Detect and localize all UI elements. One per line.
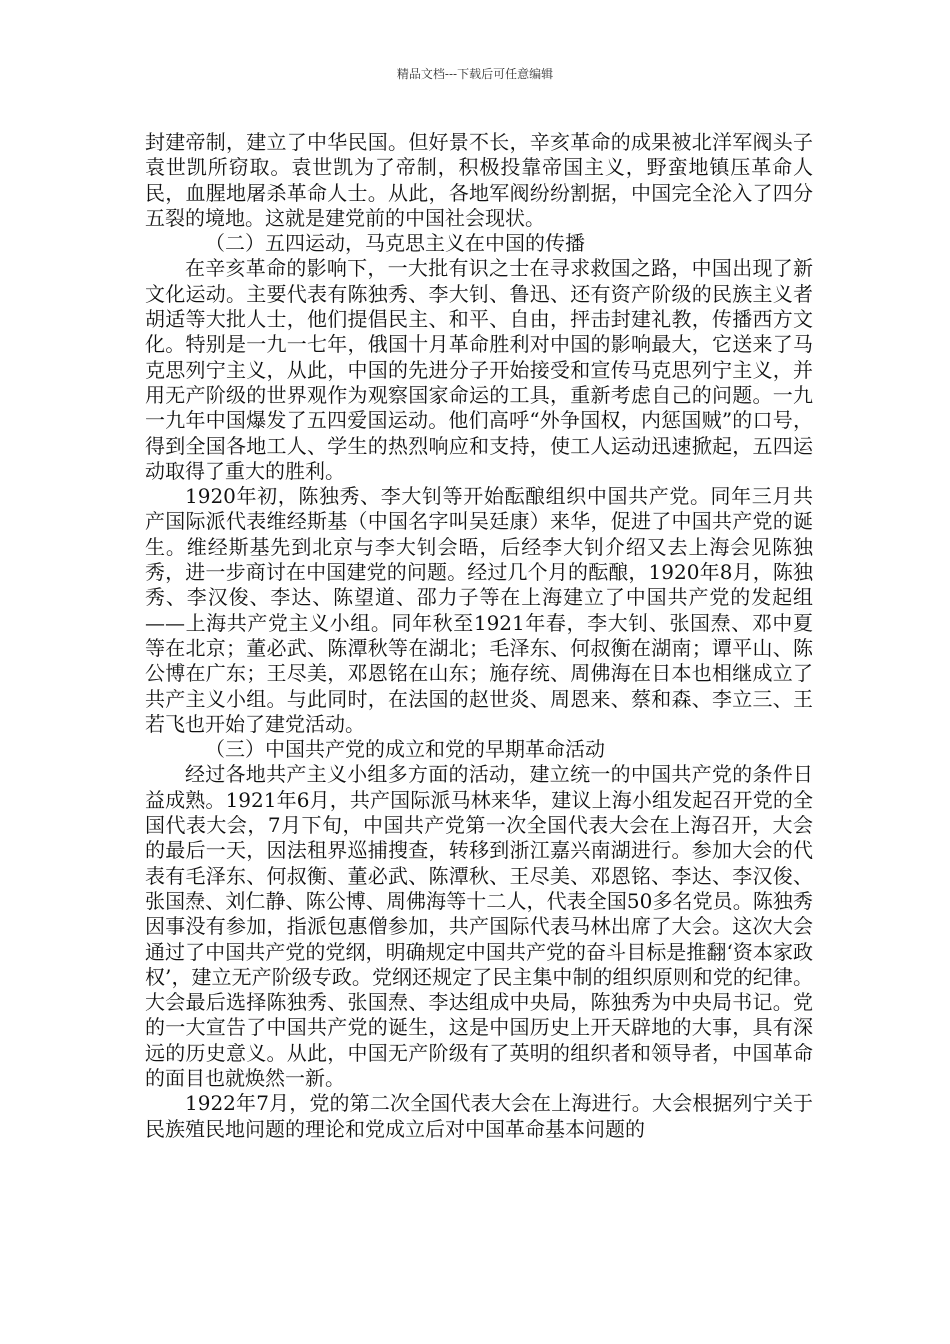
- document-body: [145, 130, 813, 1142]
- section-heading-2: （二）五四运动，马克思主义在中国的传播: [205, 231, 585, 256]
- paragraph-1920: 1920年初，陈独秀、李大钊等开始酝酿组织中国共产党。同年三月共产国际派代表维经斯基（中国名字叫吴廷康）来华，促进了中国共产党的诞生。维经斯基先到北京与李大钊会晤，后经李大钊介绍又去上海会见陈独秀，进一步商讨在中国建党的问题。经过几个月的酝酿，1920年8月，陈独秀、李汉俊、李达、陈望道、邵力子等在上海建立了中国共产党的发起组——上海共产党主义小组。同年秋至1921年春，李大钊、张国焘、邓中夏等在北京；董必武、陈潭秋等在湖北；毛泽东、何叔衡在湖南；谭平山、陈公博在广东；王尽美，邓恩铭在山东；施存统、周佛海在日本也相继成立了共产主义小组。与此同时，在法国的赵世炎、周恩来、蔡和森、李立三、王若飞也开始了建党活动。: [145, 484, 813, 736]
- paragraph-continuation: 封建帝制，建立了中华民国。但好景不长，辛亥革命的成果被北洋军阀头子袁世凯所窃取。袁世凯为了帝制，积极投靠帝国主义，野蛮地镇压革命人民，血腥地屠杀革命人士。从此，各地军阀纷纷割据，中国完全沦入了四分五裂的境地。这就是建党前的中国社会现状。: [145, 130, 813, 230]
- paragraph-second-congress: 1922年7月，党的第二次全国代表大会在上海进行。大会根据列宁关于民族殖民地问题的理论和党成立后对中国革命基本问题的: [145, 1091, 813, 1141]
- page-header: 精品文档---下载后可任意编辑: [396, 67, 554, 81]
- section-heading-3: （三）中国共产党的成立和党的早期革命活动: [205, 737, 605, 762]
- paragraph-first-congress: 经过各地共产主义小组多方面的活动，建立统一的中国共产党的条件日益成熟。1921年6月，共产国际派马林来华，建议上海小组发起召开党的全国代表大会，7月下旬，中国共产党第一次全国代表大会在上海召开，大会的最后一天，因法租界巡捕搜查，转移到浙江嘉兴南湖进行。参加大会的代表有毛泽东、何叔衡、董必武、陈潭秋、王尽美、邓恩铭、李达、李汉俊、张国焘、刘仁静、陈公博、周佛海等十二人，代表全国50多名党员。陈独秀因事没有参加，指派包惠僧参加，共产国际代表马林出席了大会。这次大会通过了中国共产党的党纲，明确规定中国共产党的奋斗目标是推翻‘资本家政权’，建立无产阶级专政。党纲还规定了民主集中制的组织原则和党的纪律。大会最后选择陈独秀、张国焘、李达组成中央局，陈独秀为中央局书记。党的一大宣告了中国共产党的诞生，这是中国历史上开天辟地的大事，具有深远的历史意义。从此，中国无产阶级有了英明的组织者和领导者，中国革命的面目也就焕然一新。: [145, 762, 813, 1090]
- paragraph-new-culture: 在辛亥革命的影响下，一大批有识之士在寻求救国之路，中国出现了新文化运动。主要代表有陈独秀、李大钊、鲁迅、还有资产阶级的民族主义者胡适等大批人士，他们提倡民主、和平、自由，抨击封建礼教，传播西方文化。特别是一九一七年，俄国十月革命胜利对中国的影响最大，它送来了马克思列宁主义，从此，中国的先进分子开始接受和宣传马克思列宁主义，并用无产阶级的世界观作为观察国家命运的工具，重新考虑自己的问题。一九一九年中国爆发了五四爱国运动。他们高呼“外争国权，内惩国贼”的口号，得到全国各地工人、学生的热烈响应和支持，使工人运动迅速掀起，五四运动取得了重大的胜利。: [145, 256, 813, 483]
